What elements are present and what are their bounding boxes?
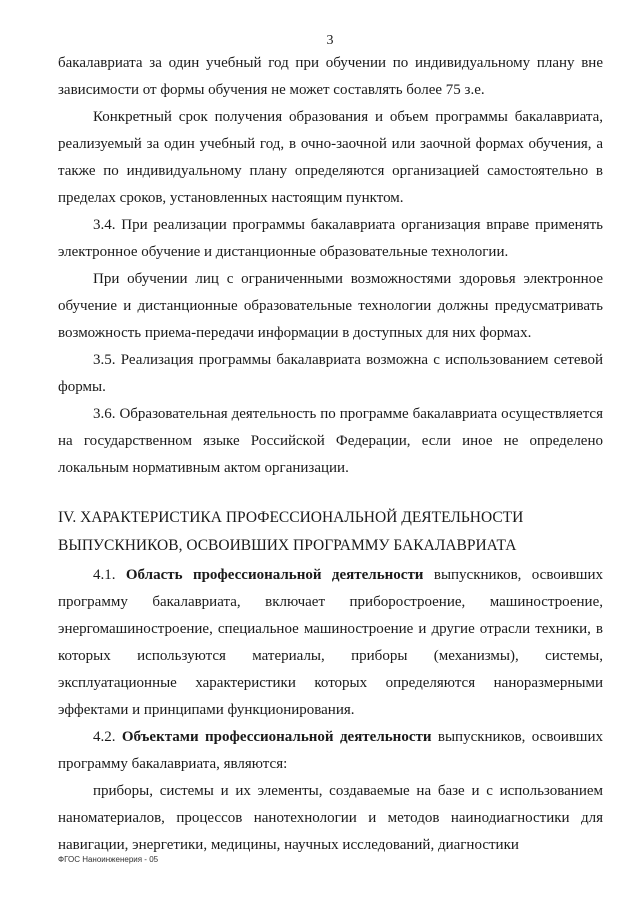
page-number: 3 bbox=[326, 33, 334, 48]
section-heading bbox=[58, 504, 603, 560]
paragraph-3-4: 3.4. При реализации программы бакалавриата организация вправе применять электронное обучение и дистанционные образовательные технологии. bbox=[58, 217, 603, 260]
paragraph-4-1 bbox=[58, 562, 603, 724]
section-heading-line-2: ВЫПУСКНИКОВ, ОСВОИВШИХ ПРОГРАММУ БАКАЛАВРИАТА bbox=[58, 537, 517, 554]
bold-term: Объектами профессиональной деятельности bbox=[121, 729, 432, 745]
paragraph-disabilities: При обучении лиц с ограниченными возможностями здоровья электронное обучение и дистанционные образовательные технологии должны предусматривать возможность приема-передачи информации в доступных для них формах. bbox=[58, 271, 603, 341]
paragraph-3-5: 3.5. Реализация программы бакалавриата возможна с использованием сетевой формы. bbox=[58, 352, 603, 395]
section-heading-line-1: IV. ХАРАКТЕРИСТИКА ПРОФЕССИОНАЛЬНОЙ ДЕЯТЕЛЬНОСТИ bbox=[58, 509, 524, 526]
paragraph-objects-list: приборы, системы и их элементы, создаваемые на базе и с использованием наноматериалов, процессов нанотехнологии и методов наинодиагностики для навигации, энергетики, медицины, научных исследований, диагностики bbox=[58, 783, 603, 853]
footer-label: ФГОС Наноинженерия - 05 bbox=[58, 855, 159, 864]
document-body bbox=[58, 50, 603, 859]
bold-term: Область профессиональной деятельности bbox=[125, 567, 424, 583]
paragraph-4-2 bbox=[58, 724, 603, 778]
item-number: 4.1. bbox=[93, 567, 116, 583]
item-number: 4.2. bbox=[93, 729, 116, 745]
paragraph-continued: бакалавриата за один учебный год при обучении по индивидуальному плану вне зависимости от формы обучения не может составлять более 75 з.е. bbox=[58, 55, 603, 98]
item-text: выпускников, освоивших программу бакалавриата, являются: bbox=[58, 729, 603, 772]
paragraph-3-6: 3.6. Образовательная деятельность по программе бакалавриата осуществляется на государственном языке Российской Федерации, если иное не определено локальным нормативным актом организации. bbox=[58, 406, 603, 476]
item-text: выпускников, освоивших программу бакалавриата, включает приборостроение, машиностроение, энергомашиностроение, специальное машиностроение и другие отрасли техники, в которых используются материалы, приборы (механизмы), системы, эксплуатационные характеристики которых определяются наноразмерными эффектами и принципами функционирования. bbox=[58, 567, 603, 718]
paragraph-duration: Конкретный срок получения образования и объем программы бакалавриата, реализуемый за один учебный год, в очно-заочной или заочной формах обучения, а также по индивидуальному плану определяются организацией самостоятельно в пределах сроков, установленных настоящим пунктом. bbox=[58, 109, 603, 206]
